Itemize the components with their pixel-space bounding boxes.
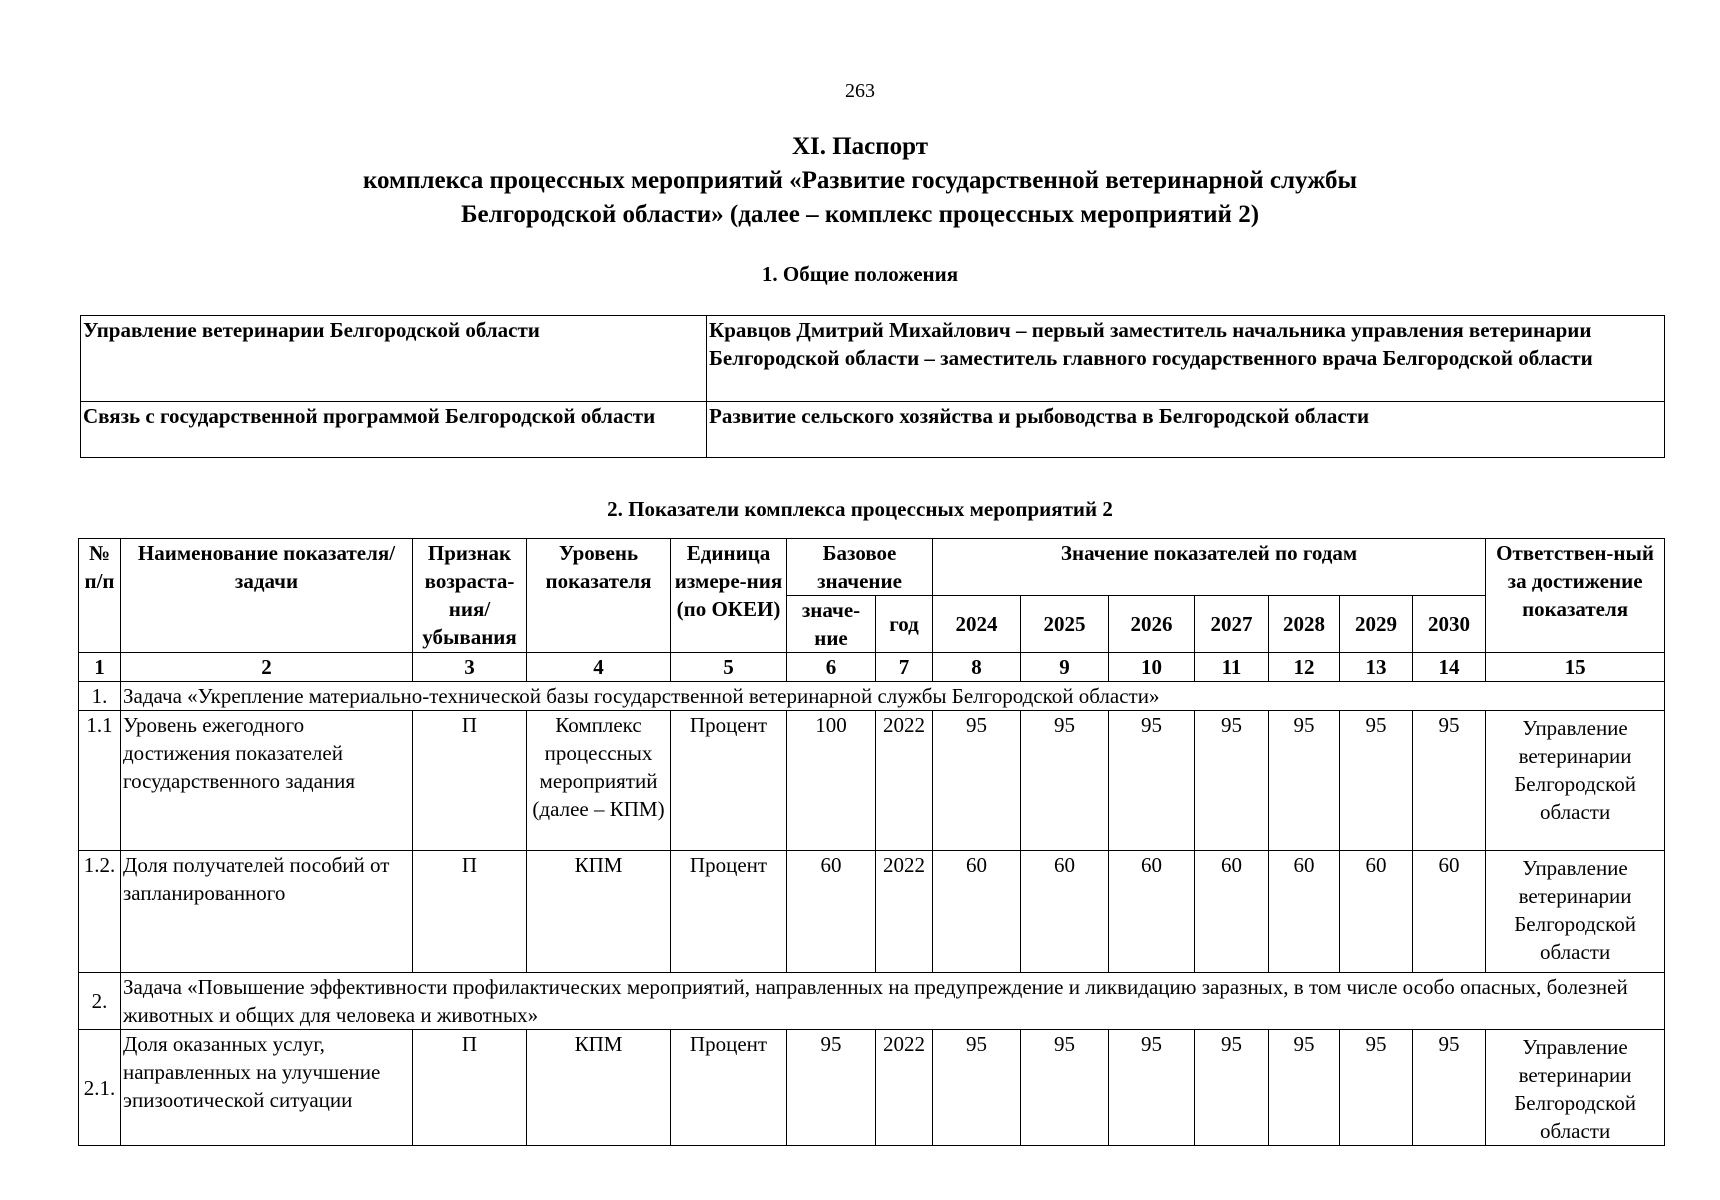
value-2028: 95	[1269, 1030, 1340, 1146]
title-line-3: Белгородской области» (далее – комплекс процессных мероприятий 2)	[460, 201, 1260, 228]
header-year-2025: 2025	[1021, 596, 1109, 653]
header-level: Уровень показателя	[527, 539, 671, 653]
title-line-1: XI. Паспорт	[791, 133, 929, 160]
header-base: Базовое значение	[787, 539, 933, 596]
curator-cell: Кравцов Дмитрий Михайлович – первый заместитель начальника управления ветеринарии Белгородской области – заместитель главного государственного врача Белгородской области	[707, 316, 1665, 402]
trend-cell: П	[413, 711, 527, 851]
value-2028: 95	[1269, 711, 1340, 851]
column-number: 8	[933, 653, 1021, 682]
base-value-cell: 60	[787, 851, 876, 973]
level-cell: КПМ	[527, 851, 671, 973]
row-number: 1.1	[79, 711, 121, 851]
value-2025: 95	[1021, 1030, 1109, 1146]
column-number: 12	[1269, 653, 1340, 682]
unit-cell: Процент	[671, 711, 787, 851]
responsible-cell: Управление ветеринарии Белгородской области	[1486, 851, 1665, 973]
column-number: 2	[121, 653, 413, 682]
value-2030: 95	[1413, 1030, 1486, 1146]
responsible-body-cell: Управление ветеринарии Белгородской области	[81, 316, 707, 402]
trend-cell: П	[413, 851, 527, 973]
unit-cell: Процент	[671, 851, 787, 973]
header-base-year: год	[876, 596, 933, 653]
column-number: 13	[1340, 653, 1413, 682]
table-row	[81, 316, 1665, 402]
indicator-name: Уровень ежегодного достижения показателей государственного задания	[121, 711, 413, 851]
level-cell: Комплекс процессных мероприятий (далее – КПМ)	[527, 711, 671, 851]
base-year-cell: 2022	[876, 851, 933, 973]
column-number: 5	[671, 653, 787, 682]
header-year-2027: 2027	[1195, 596, 1269, 653]
unit-cell: Процент	[671, 1030, 787, 1146]
value-2028: 60	[1269, 851, 1340, 973]
indicator-name: Доля получателей пособий от запланированного	[121, 851, 413, 973]
general-provisions-table	[80, 315, 1665, 458]
value-2029: 95	[1340, 1030, 1413, 1146]
table-row	[81, 402, 1665, 458]
base-value-cell: 100	[787, 711, 876, 851]
column-number: 3	[413, 653, 527, 682]
column-number: 9	[1021, 653, 1109, 682]
program-link-value-cell: Развитие сельского хозяйства и рыбоводства в Белгородской области	[707, 402, 1665, 458]
base-value-cell: 95	[787, 1030, 876, 1146]
value-2030: 60	[1413, 851, 1486, 973]
header-year-2028: 2028	[1269, 596, 1340, 653]
task-row	[79, 973, 1665, 1030]
value-2029: 60	[1340, 851, 1413, 973]
page-number: 263	[845, 80, 875, 102]
task-number: 1.	[79, 682, 121, 711]
section1-heading: 1. Общие положения	[761, 262, 959, 286]
header-base-value: значе-ние	[787, 596, 876, 653]
header-year-2026: 2026	[1109, 596, 1195, 653]
column-number: 14	[1413, 653, 1486, 682]
value-2027: 95	[1195, 1030, 1269, 1146]
table-row	[79, 1030, 1665, 1146]
column-number: 11	[1195, 653, 1269, 682]
value-2026: 60	[1109, 851, 1195, 973]
value-2024: 60	[933, 851, 1021, 973]
row-number: 2.1.	[79, 1030, 121, 1146]
base-year-cell: 2022	[876, 711, 933, 851]
program-link-label-cell: Связь с государственной программой Белгородской области	[81, 402, 707, 458]
table-row	[79, 711, 1665, 851]
task-number: 2.	[79, 973, 121, 1030]
task-text: Задача «Укрепление материально-технической базы государственной ветеринарной службы Белгородской области»	[121, 682, 1665, 711]
value-2026: 95	[1109, 1030, 1195, 1146]
task-text: Задача «Повышение эффективности профилактических мероприятий, направленных на предупреждение и ликвидацию заразных, в том числе особо опасных, болезней животных и общих для человека и животных»	[121, 973, 1665, 1030]
column-numbers-row	[79, 653, 1665, 682]
value-2026: 95	[1109, 711, 1195, 851]
value-2030: 95	[1413, 711, 1486, 851]
column-number: 1	[79, 653, 121, 682]
title-line-2: комплекса процессных мероприятий «Развитие государственной ветеринарной службы	[362, 167, 1358, 194]
task-row	[79, 682, 1665, 711]
responsible-cell: Управление ветеринарии Белгородской области	[1486, 1030, 1665, 1146]
base-year-cell: 2022	[876, 1030, 933, 1146]
header-years-group: Значение показателей по годам	[933, 539, 1486, 596]
header-unit: Единица измере-ния (по ОКЕИ)	[671, 539, 787, 653]
column-number: 4	[527, 653, 671, 682]
value-2029: 95	[1340, 711, 1413, 851]
header-year-2030: 2030	[1413, 596, 1486, 653]
header-year-2029: 2029	[1340, 596, 1413, 653]
table-row	[79, 851, 1665, 973]
value-2025: 95	[1021, 711, 1109, 851]
header-responsible: Ответствен-ный за достижение показателя	[1486, 539, 1665, 653]
trend-cell: П	[413, 1030, 527, 1146]
column-number: 6	[787, 653, 876, 682]
column-number: 15	[1486, 653, 1665, 682]
value-2024: 95	[933, 711, 1021, 851]
responsible-cell: Управление ветеринарии Белгородской области	[1486, 711, 1665, 851]
value-2027: 60	[1195, 851, 1269, 973]
value-2024: 95	[933, 1030, 1021, 1146]
indicator-name: Доля оказанных услуг, направленных на улучшение эпизоотической ситуации	[121, 1030, 413, 1146]
value-2025: 60	[1021, 851, 1109, 973]
header-num: № п/п	[79, 539, 121, 653]
indicators-table	[78, 538, 1665, 1146]
column-number: 7	[876, 653, 933, 682]
row-number: 1.2.	[79, 851, 121, 973]
column-number: 10	[1109, 653, 1195, 682]
header-trend: Признак возраста-ния/ убывания	[413, 539, 527, 653]
section2-heading: 2. Показатели комплекса процессных мероприятий 2	[607, 497, 1113, 521]
header-name: Наименование показателя/задачи	[121, 539, 413, 653]
document-title	[0, 130, 1720, 232]
level-cell: КПМ	[527, 1030, 671, 1146]
value-2027: 95	[1195, 711, 1269, 851]
header-year-2024: 2024	[933, 596, 1021, 653]
